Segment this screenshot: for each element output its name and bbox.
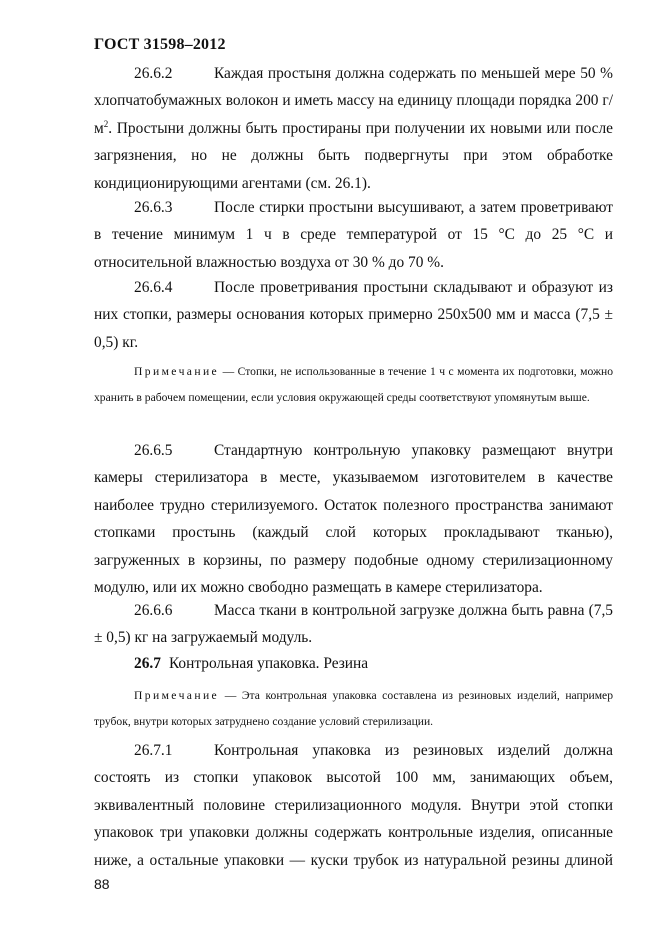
paragraph-text-cont: . Простыни должны быть простираны при получении их новыми или после загрязнения, но не должны быть подвергнуты при этом обработке кондиционирующими агентами (см. 26.1). [94,119,613,192]
paragraph-26-6-4 [94,274,613,356]
paragraph-text: Стандартную контрольную упаковку размещают внутри камеры стерилизатора в месте, указываемом изготовителем в качестве наиболее трудно стерилизуемого. Остаток полезного пространства занимают стопками простынь (каждый слой которых прокладывают тканью), загруженных в корзины, по размеру подобные одному стерилизационному модулю, или их можно свободно размещать в камере стерилизатора. [94,442,613,597]
note-text: Эта контрольная упаковка составлена из резиновых изделий, например трубок, внутри которых затруднено создание условий стерилизации. [94,689,613,728]
note-text: Стопки, не использованные в течение 1 ч с момента их подготовки, можно хранить в рабочем помещении, если условия окружающей среды соответствуют упомянутым выше. [94,365,614,404]
clause-number: 26.7.1 [134,742,173,759]
paragraph-26-6-6 [94,597,613,652]
paragraph-26-6-3 [94,194,613,276]
note-dash: — [219,689,242,702]
paragraph-26-6-2 [94,60,613,197]
paragraph-text: Масса ткани в контрольной загрузке должна быть равна (7,5 ± 0,5) кг на загружаемый модуль. [94,602,613,647]
section-number: 26.7 [134,655,161,672]
paragraph-text: После проветривания простыни складывают и образуют из них стопки, размеры основания которых примерно 250x500 мм и масса (7,5 ± 0,5) кг. [94,279,613,351]
note-2 [94,683,613,734]
note-label: Примечание [134,689,220,702]
superscript: 2 [103,118,109,129]
clause-number: 26.6.2 [134,65,173,82]
section-title: Контрольная упаковка. Резина [168,655,369,672]
note-dash: — [219,365,238,378]
page-number: 88 [94,876,110,892]
clause-number: 26.6.6 [134,602,173,619]
clause-number: 26.6.5 [134,442,173,459]
standard-header: ГОСТ 31598–2012 [94,36,226,53]
note-label: Примечание [134,365,220,378]
paragraph-26-7-1 [94,737,613,874]
note-1 [94,359,613,410]
clause-number: 26.6.3 [134,199,173,216]
paragraph-text: После стирки простыни высушивают, а затем проветривают в течение минимум 1 ч в среде температурой от 15 °С до 25 °С и относительной влажностью воздуха от 30 % до 70 %. [94,199,613,271]
paragraph-26-6-5 [94,437,613,601]
paragraph-text: Контрольная упаковка из резиновых изделий должна состоять из стопки упаковок высотой 100 мм, занимающих объем, эквивалентный половине стерилизационного модуля. Внутри этой стопки упаковок три упаковки должны содержать контрольные изделия, описанные ниже, а остальные упаковки — куски трубок из натуральной резины длиной [94,742,613,869]
clause-number: 26.6.4 [134,279,173,296]
section-heading-26-7 [94,650,613,677]
paragraph-text: Каждая простыня должна содержать по меньшей мере 50 % хлопчатобумажных волокон и иметь массу на единицу площади порядка 200 г/м [94,65,613,137]
